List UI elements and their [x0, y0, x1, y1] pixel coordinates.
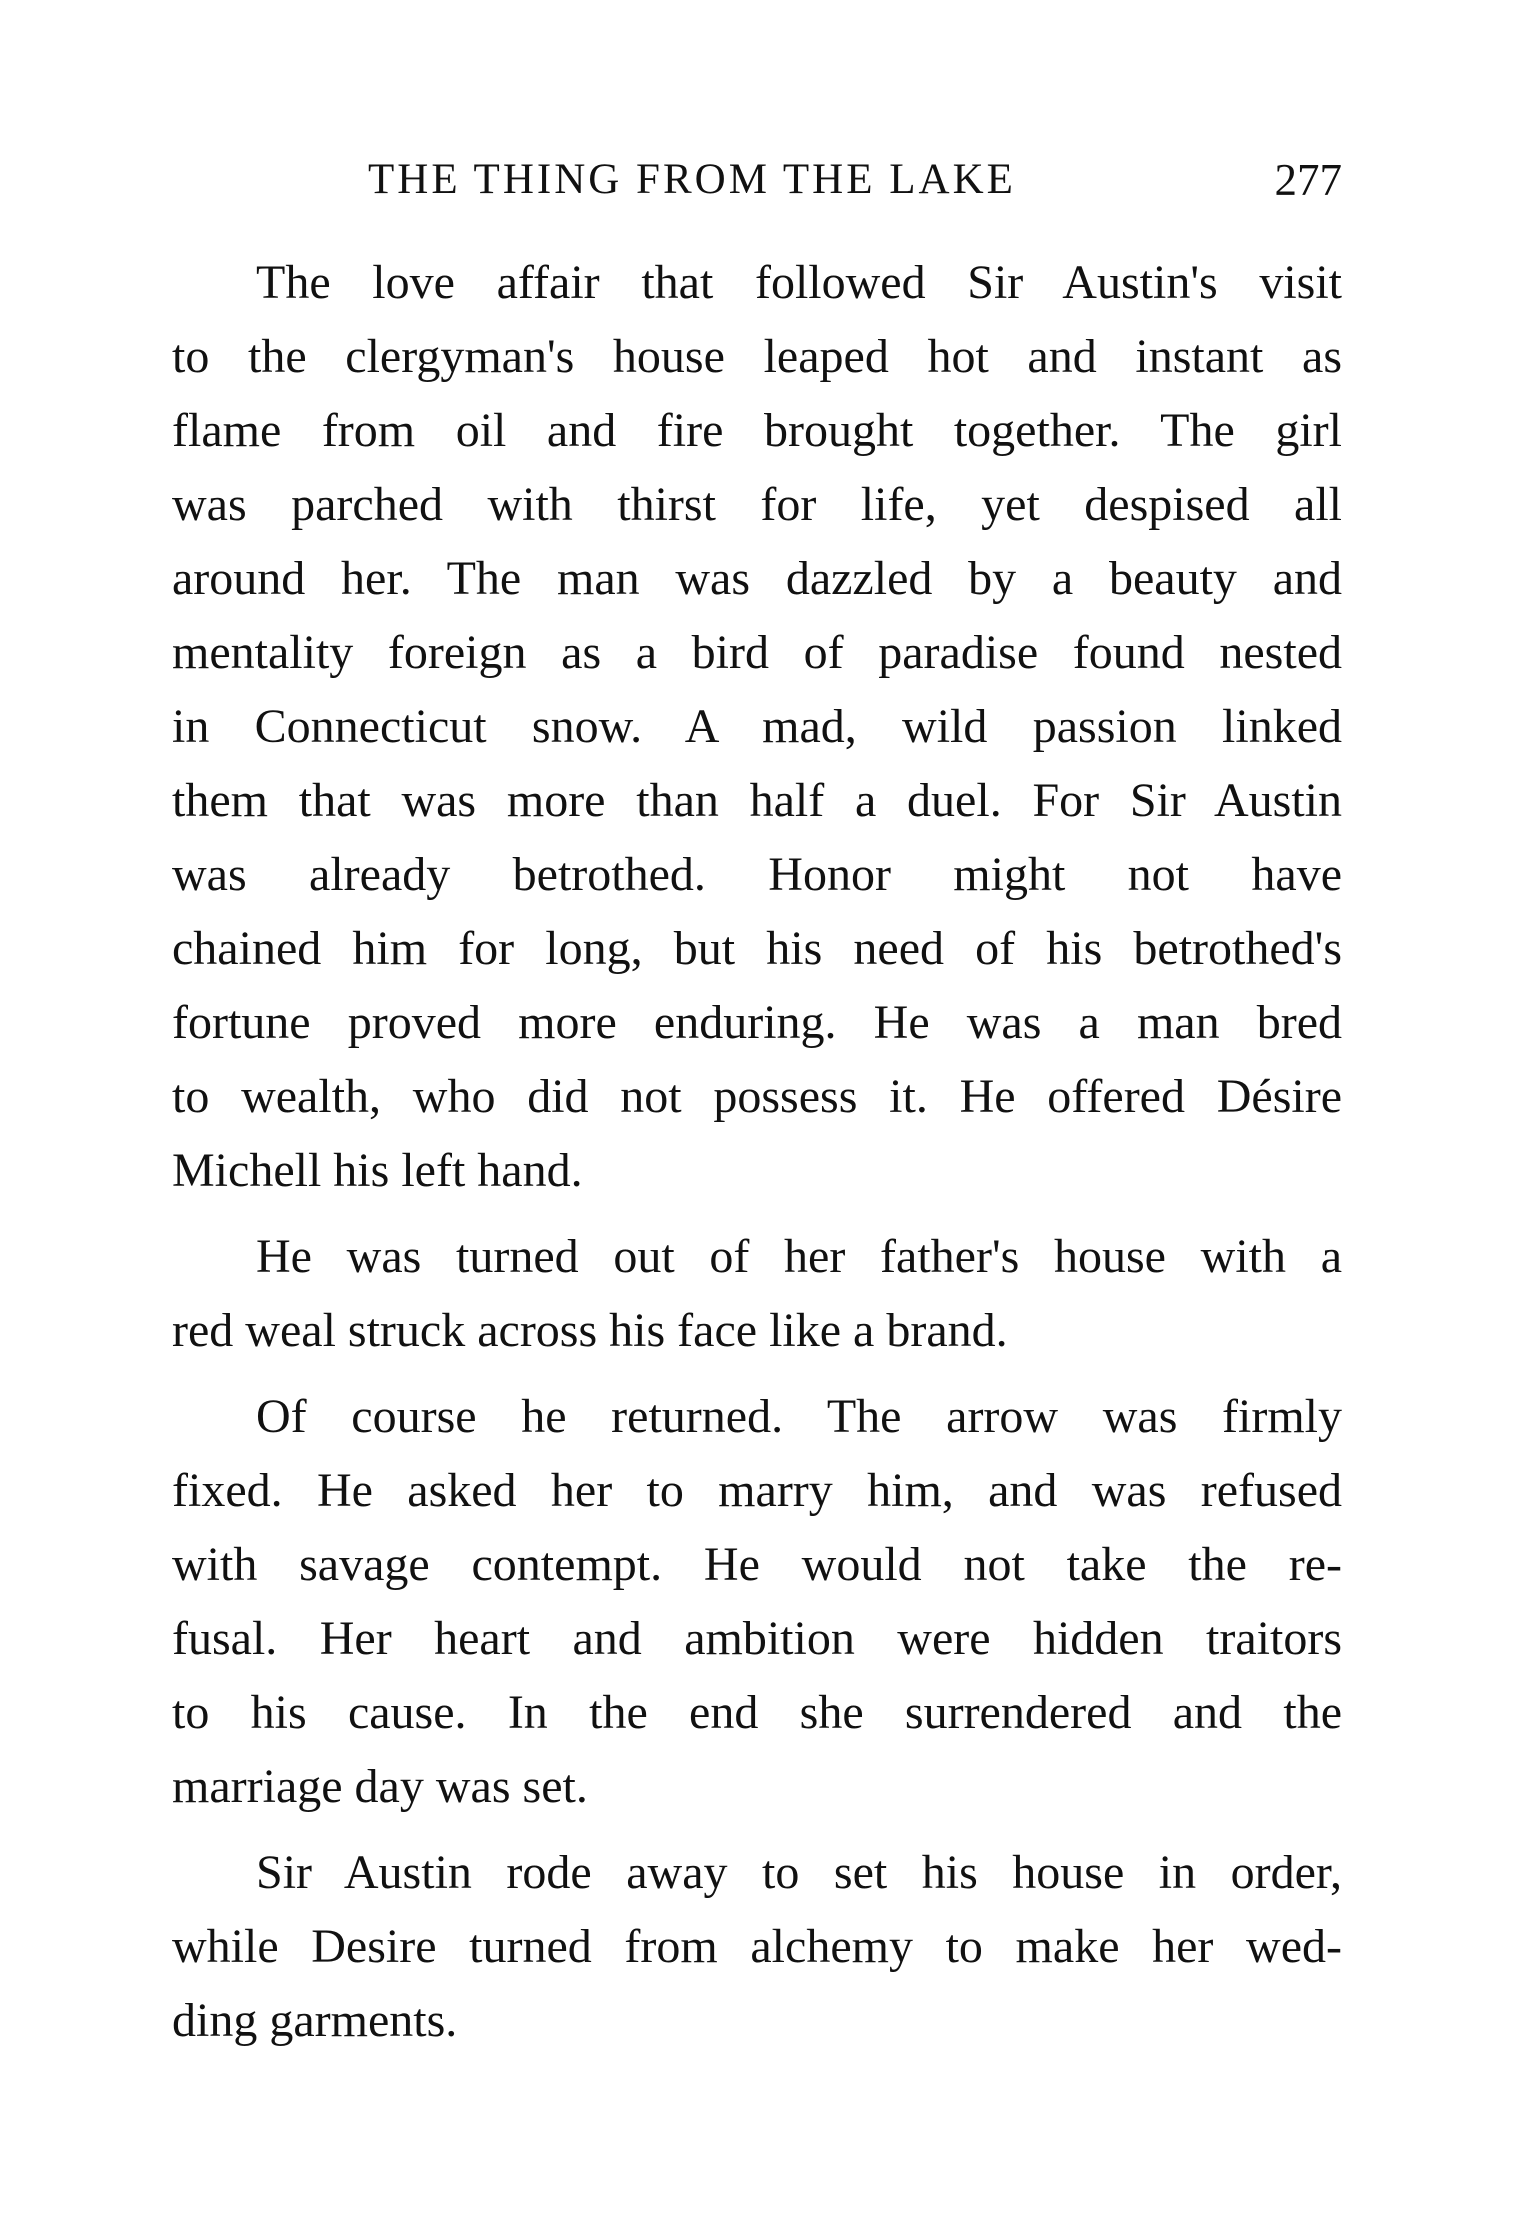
- text-line: fixed. He asked her to marry him, and was refused: [172, 1464, 1342, 1517]
- text-line: flame from oil and fire brought together. The girl: [172, 404, 1342, 457]
- text-line: fortune proved more enduring. He was a man bred: [172, 996, 1342, 1049]
- text-line: The love affair that followed Sir Austin's visit: [256, 256, 1342, 309]
- text-line: mentality foreign as a bird of paradise found nested: [172, 626, 1342, 679]
- text-line: ding garments.: [172, 1994, 458, 2047]
- text-line: them that was more than half a duel. For Sir Austin: [172, 774, 1342, 827]
- text-line: to his cause. In the end she surrendered and the: [172, 1686, 1342, 1739]
- page-number: 277: [1274, 155, 1342, 205]
- text-line: marriage day was set.: [172, 1760, 588, 1813]
- text-line: fusal. Her heart and ambition were hidden traitors: [172, 1612, 1342, 1665]
- text-line: Michell his left hand.: [172, 1144, 583, 1197]
- text-line: around her. The man was dazzled by a beauty and: [172, 552, 1342, 605]
- running-title: THE THING FROM THE LAKE: [368, 156, 1016, 203]
- text-line: to the clergyman's house leaped hot and instant as: [172, 330, 1342, 383]
- text-line: He was turned out of her father's house with a: [256, 1230, 1342, 1283]
- paragraph-3: [172, 1380, 1342, 1824]
- text-line: was parched with thirst for life, yet despised all: [172, 478, 1342, 531]
- body-text: [172, 246, 1342, 2070]
- text-line: Of course he returned. The arrow was firmly: [256, 1390, 1342, 1443]
- text-line: in Connecticut snow. A mad, wild passion linked: [172, 700, 1342, 753]
- running-header: [172, 148, 1342, 212]
- paragraph-4: [172, 1836, 1342, 2058]
- text-line: with savage contempt. He would not take the re-: [172, 1538, 1342, 1591]
- paragraph-1: [172, 246, 1342, 1208]
- text-line: red weal struck across his face like a brand.: [172, 1304, 1008, 1357]
- text-line: chained him for long, but his need of his betrothed's: [172, 922, 1342, 975]
- paragraph-2: [172, 1220, 1342, 1368]
- text-line: was already betrothed. Honor might not have: [172, 848, 1342, 901]
- text-line: to wealth, who did not possess it. He offered Désire: [172, 1070, 1342, 1123]
- text-line: Sir Austin rode away to set his house in order,: [256, 1846, 1342, 1899]
- text-line: while Desire turned from alchemy to make her wed-: [172, 1920, 1342, 1973]
